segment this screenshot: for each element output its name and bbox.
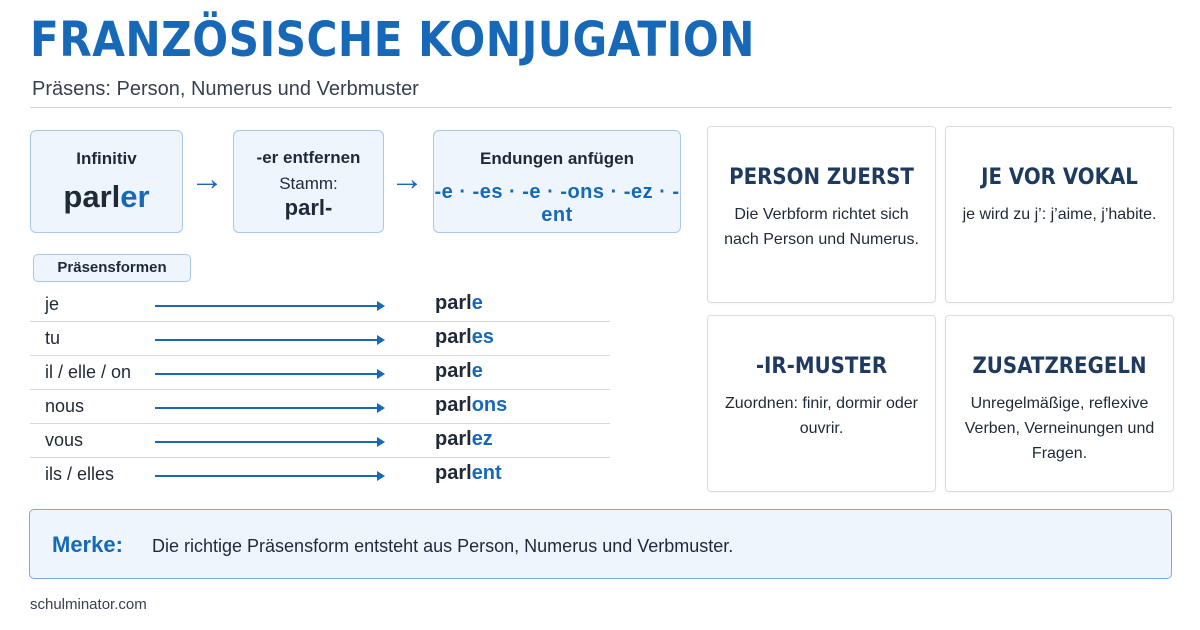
pronoun: vous xyxy=(45,430,84,450)
stem-label: Stamm: xyxy=(279,174,338,193)
infinitive-label: Infinitiv xyxy=(76,149,137,168)
arrow-line-icon xyxy=(155,373,383,375)
verb-stem: parl xyxy=(435,394,472,416)
arrow-line-icon xyxy=(155,339,383,341)
infinitive-ending: er xyxy=(120,179,150,214)
add-endings-label: Endungen anfügen xyxy=(480,149,634,168)
table-row xyxy=(30,390,610,424)
verb-ending: e xyxy=(471,292,483,314)
verb-stem: parl xyxy=(435,428,472,450)
infinitive-word xyxy=(31,179,182,215)
stem-value: parl- xyxy=(284,195,333,220)
verb-form xyxy=(435,326,494,349)
endings-list: -e · -es · -e · -ons · -ez · -ent xyxy=(434,181,680,226)
table-row xyxy=(30,288,610,322)
arrow-line-icon xyxy=(155,441,383,443)
card-body: Zuordnen: finir, dormir oder ouvrir. xyxy=(725,395,918,437)
pronoun: nous xyxy=(45,396,85,416)
pronoun: je xyxy=(45,294,60,314)
verb-ending: e xyxy=(471,360,483,382)
card-ir-pattern xyxy=(707,315,936,492)
verb-form xyxy=(435,360,483,383)
header-divider xyxy=(30,107,1172,108)
verb-form xyxy=(435,462,502,485)
footer-source: schulminator.com xyxy=(30,596,147,613)
verb-form xyxy=(435,394,507,417)
verb-ending: es xyxy=(471,326,494,348)
verb-ending: ez xyxy=(471,428,493,450)
note-text: Die richtige Präsensform entsteht aus Person, Numerus und Verbmuster. xyxy=(152,536,734,556)
table-row xyxy=(30,458,610,491)
card-title: -IR-MUSTER xyxy=(755,354,888,379)
pronoun: il / elle / on xyxy=(45,362,132,382)
remove-ending-label: -er entfernen xyxy=(256,148,361,167)
verb-ending: ons xyxy=(471,394,508,416)
page-subtitle: Präsens: Person, Numerus und Verbmuster xyxy=(32,78,419,100)
verb-form xyxy=(435,428,493,451)
pronoun: ils / elles xyxy=(45,464,115,484)
verb-stem: parl xyxy=(435,360,472,382)
card-body: je wird zu j’: j’aime, j’habite. xyxy=(962,206,1157,223)
arrow-line-icon xyxy=(155,475,383,477)
card-je-before-vowel xyxy=(945,126,1174,303)
note-box xyxy=(29,509,1172,579)
verb-ending: ent xyxy=(471,462,502,484)
remove-ending-box xyxy=(233,130,384,233)
arrow-right-icon: → xyxy=(190,160,224,198)
card-person-first xyxy=(707,126,936,303)
card-title: ZUSATZREGELN xyxy=(972,354,1147,379)
arrow-line-icon xyxy=(155,407,383,409)
arrow-right-icon: → xyxy=(390,160,424,198)
verb-stem: parl xyxy=(435,326,472,348)
verb-form xyxy=(435,292,483,315)
verb-stem: parl xyxy=(435,292,472,314)
card-body: Die Verbform richtet sich nach Person und Numerus. xyxy=(724,206,919,248)
conjugation-table xyxy=(30,288,610,491)
infinitive-stem: parl xyxy=(63,179,121,214)
pronoun: tu xyxy=(45,328,61,348)
infinitive-box xyxy=(30,130,183,233)
card-body: Unregelmäßige, reflexive Verben, Verneinungen und Fragen. xyxy=(964,395,1155,462)
add-endings-box xyxy=(433,130,681,233)
table-row xyxy=(30,356,610,390)
card-extra-rules xyxy=(945,315,1174,492)
card-title: PERSON ZUERST xyxy=(729,165,914,190)
arrow-line-icon xyxy=(155,305,383,307)
table-row xyxy=(30,322,610,356)
note-label: Merke: xyxy=(52,532,123,557)
card-title: JE VOR VOKAL xyxy=(981,165,1138,190)
present-forms-badge: Präsensformen xyxy=(33,254,191,282)
table-row xyxy=(30,424,610,458)
page-title: FRANZÖSISCHE KONJUGATION xyxy=(30,12,755,68)
verb-stem: parl xyxy=(435,462,472,484)
